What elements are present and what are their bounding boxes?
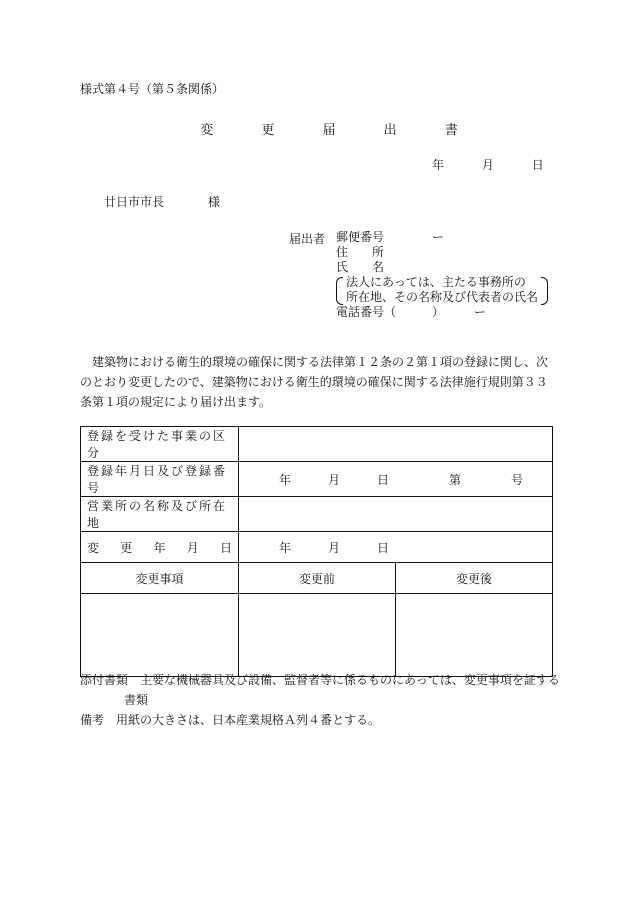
table-row xyxy=(81,427,553,462)
office-value[interactable] xyxy=(239,497,553,532)
change-date-char: 月 xyxy=(186,540,199,555)
reg-number-prefix: 第 xyxy=(449,472,462,487)
change-after-cell[interactable] xyxy=(396,594,553,677)
change-date-char: 変 xyxy=(87,540,100,555)
form-title: 変 更 届 出 書 xyxy=(200,123,480,138)
column-header-after: 変更後 xyxy=(396,563,553,594)
addressee-name: 廿日市市長 xyxy=(104,195,165,209)
column-header-before: 変更前 xyxy=(239,563,396,594)
addressee xyxy=(104,193,220,210)
corporation-note xyxy=(336,275,538,305)
change-year: 年 xyxy=(279,540,292,555)
form-number: 様式第４号（第５条関係） xyxy=(80,82,225,96)
change-date-char: 更 xyxy=(120,540,133,555)
date-day: 日 xyxy=(531,158,544,172)
corporation-note-line1: 法人にあっては、主たる事務所の xyxy=(346,275,526,289)
reg-day: 日 xyxy=(376,472,389,487)
attachment-note: 添付書類 主要な機械器具及び設備、監督者等に係るものにあっては、変更事項を証する xyxy=(80,673,560,687)
table-header-row xyxy=(81,563,553,594)
attachment-note-cont: 書類 xyxy=(124,693,149,707)
reg-number-suffix: 号 xyxy=(510,472,523,487)
postal-code-field: 郵便番号 ー xyxy=(336,230,445,244)
applicant-fields xyxy=(336,230,538,320)
address-field: 住 所 xyxy=(336,245,385,259)
reg-month: 月 xyxy=(327,472,340,487)
business-category-value[interactable] xyxy=(239,427,553,462)
column-header-item: 変更事項 xyxy=(81,563,239,594)
office-label: 営業所の名称及び所在地 xyxy=(81,497,239,532)
change-before-cell[interactable] xyxy=(239,594,396,677)
corporation-note-line2: 所在地、その名称及び代表者の氏名 xyxy=(346,290,539,304)
name-field: 氏 名 xyxy=(336,260,385,274)
submission-date xyxy=(432,156,544,173)
table-row xyxy=(81,532,553,563)
change-table xyxy=(80,426,553,677)
change-date-value[interactable] xyxy=(239,532,553,563)
change-date-char: 年 xyxy=(153,540,166,555)
registration-date-label: 登録年月日及び登録番号 xyxy=(81,462,239,497)
date-month: 月 xyxy=(481,158,494,172)
addressee-honorific: 様 xyxy=(208,195,221,209)
remark-note: 備考 用紙の大きさは、日本産業規格Ａ列４番とする。 xyxy=(80,713,381,727)
table-row xyxy=(81,462,553,497)
applicant-label: 届出者 xyxy=(289,232,326,246)
registration-date-value[interactable] xyxy=(239,462,553,497)
change-item-cell[interactable] xyxy=(81,594,239,677)
table-row xyxy=(81,594,553,677)
change-date-char: 日 xyxy=(219,540,232,555)
table-row xyxy=(81,497,553,532)
phone-field: 電話番号（ ） ー xyxy=(336,305,487,319)
business-category-label: 登録を受けた事業の区分 xyxy=(81,427,239,462)
change-date-label xyxy=(81,532,239,563)
change-month: 月 xyxy=(327,540,340,555)
reg-year: 年 xyxy=(279,472,292,487)
notes xyxy=(80,670,560,730)
intro-paragraph: 建築物における衛生的環境の確保に関する法律第１２条の２第１項の登録に関し、次のとおり変更したので、建築物における衛生的環境の確保に関する法律施行規則第３３条第１項の規定により届け出ます。 xyxy=(80,355,549,409)
change-day: 日 xyxy=(376,540,389,555)
date-year: 年 xyxy=(432,158,445,172)
